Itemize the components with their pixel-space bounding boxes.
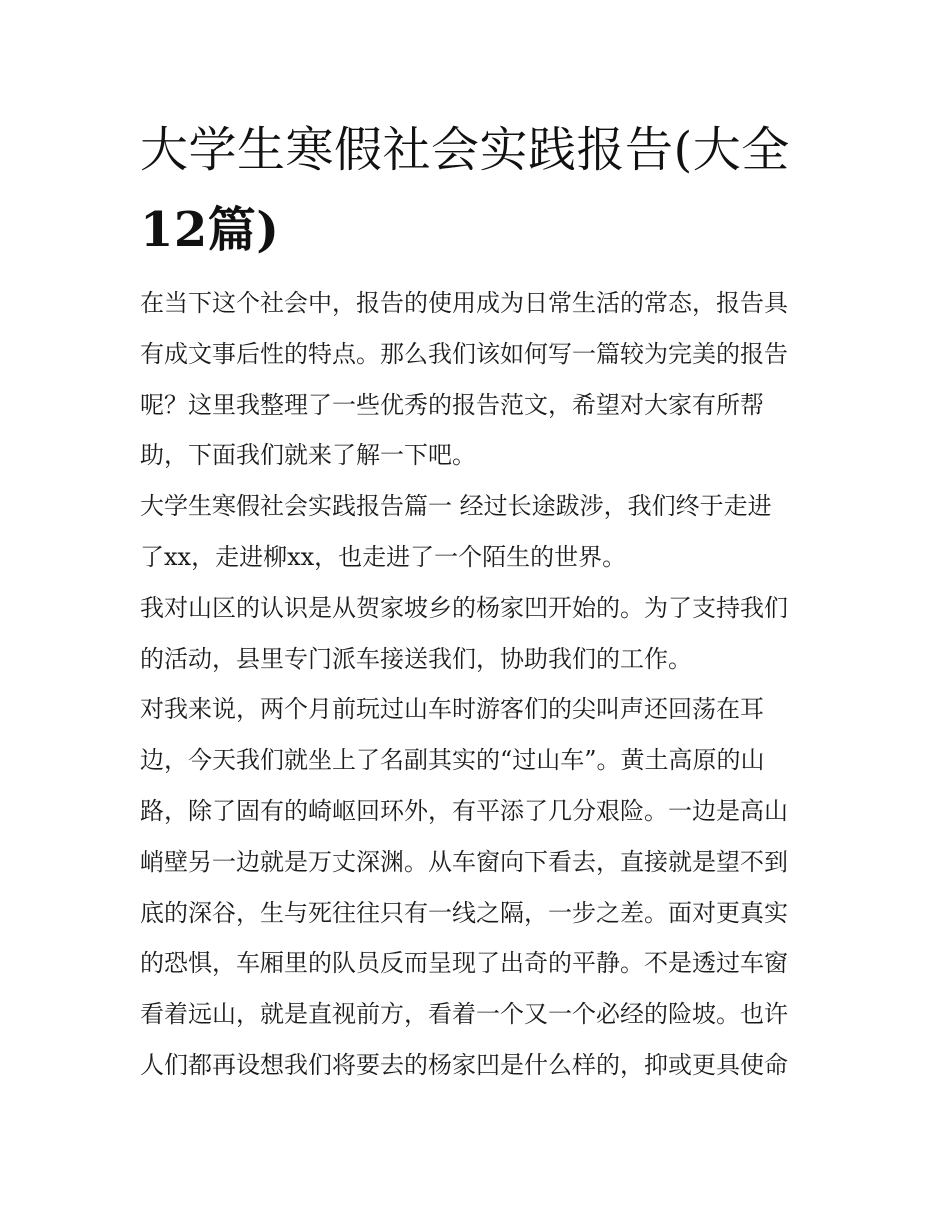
text-line: 路，除了固有的崎岖回环外，有平添了几分艰险。一边是高山 bbox=[140, 796, 788, 825]
document-page bbox=[140, 110, 812, 1091]
text-line: 人们都再设想我们将要去的杨家凹是什么样的，抑或更具使命 bbox=[140, 1050, 788, 1079]
text-line: 有成文事后性的特点。那么我们该如何写一篇较为完美的报告 bbox=[140, 339, 788, 368]
text-line: 了xx，走进柳xx，也走进了一个陌生的世界。 bbox=[140, 542, 627, 571]
text-line: 的恐惧，车厢里的队员反而呈现了出奇的平静。不是透过车窗 bbox=[140, 949, 788, 978]
section-one-paragraph bbox=[140, 481, 812, 583]
text-line: 看着远山，就是直视前方，看着一个又一个必经的险坡。也许 bbox=[140, 1000, 788, 1029]
document-title bbox=[140, 110, 812, 270]
text-line: 在当下这个社会中，报告的使用成为日常生活的常态，报告具 bbox=[140, 289, 788, 317]
title-line: 12篇) bbox=[140, 202, 280, 258]
text-line: 呢？这里我整理了一些优秀的报告范文，希望对大家有所帮 bbox=[140, 390, 764, 419]
title-line: 大学生寒假社会实践报告(大全 bbox=[140, 122, 790, 178]
text-line: 峭壁另一边就是万丈深渊。从车窗向下看去，直接就是望不到 bbox=[140, 847, 788, 876]
text-line: 助，下面我们就来了解一下吧。 bbox=[140, 441, 476, 470]
intro-paragraph bbox=[140, 278, 812, 481]
roller-coaster-paragraph bbox=[140, 684, 812, 1090]
text-line: 的活动，县里专门派车接送我们，协助我们的工作。 bbox=[140, 644, 692, 673]
text-line: 我对山区的认识是从贺家坡乡的杨家凹开始的。为了支持我们 bbox=[140, 593, 788, 622]
text-line: 边，今天我们就坐上了名副其实的“过山车”。黄土高原的山 bbox=[140, 746, 765, 775]
text-line: 对我来说，两个月前玩过山车时游客们的尖叫声还回荡在耳 bbox=[140, 695, 764, 724]
mountain-area-paragraph bbox=[140, 583, 812, 685]
text-line: 大学生寒假社会实践报告篇一 经过长途跋涉，我们终于走进 bbox=[140, 492, 772, 521]
text-line: 底的深谷，生与死往往只有一线之隔，一步之差。面对更真实 bbox=[140, 898, 788, 927]
